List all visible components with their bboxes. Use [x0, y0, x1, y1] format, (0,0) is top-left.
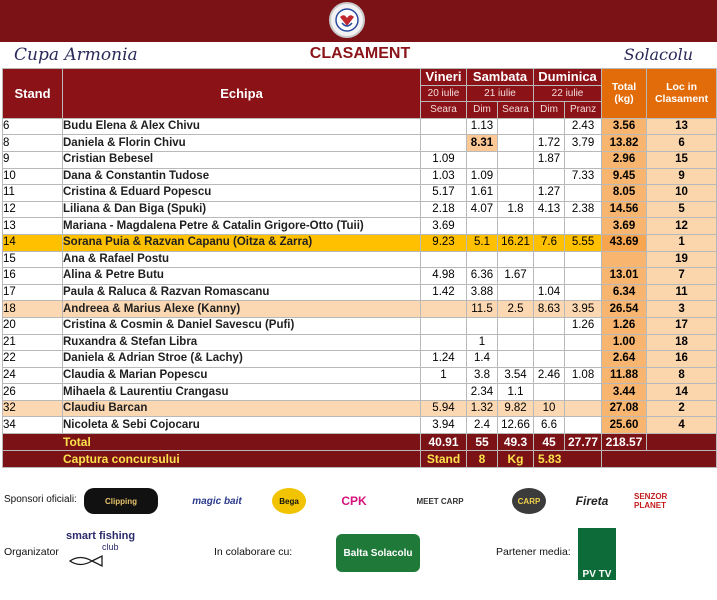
table-cell: 34 — [3, 417, 63, 434]
table-cell — [565, 351, 602, 368]
table-cell: Daniela & Adrian Stroe (& Lachy) — [63, 351, 421, 368]
table-cell: 2.4 — [467, 417, 498, 434]
table-cell: 7.6 — [534, 234, 565, 251]
table-cell — [602, 451, 717, 468]
table-cell: 5 — [647, 201, 717, 218]
table-row — [3, 351, 717, 368]
table-row — [3, 118, 717, 135]
table-cell — [534, 268, 565, 285]
table-cell — [421, 118, 467, 135]
table-row-winner — [3, 234, 717, 251]
totals-row — [3, 434, 717, 451]
table-cell: 1.04 — [534, 284, 565, 301]
table-cell: 2.96 — [602, 151, 647, 168]
table-cell: 2.64 — [602, 351, 647, 368]
table-cell: 2.46 — [534, 367, 565, 384]
sponsor-logo-senzor: SENZOR PLANET — [634, 492, 668, 510]
table-cell: Cristian Bebesel — [63, 151, 421, 168]
table-cell: 13.82 — [602, 135, 647, 152]
table-cell: 4.98 — [421, 268, 467, 285]
sambata-dim: Dim — [467, 102, 498, 119]
table-cell: 5.55 — [565, 234, 602, 251]
sponsor-logo-cpk: CPK — [341, 494, 367, 508]
table-cell: 1.87 — [534, 151, 565, 168]
table-cell: 4.07 — [467, 201, 498, 218]
table-cell — [534, 118, 565, 135]
table-cell: 16 — [647, 351, 717, 368]
table-cell — [467, 251, 498, 268]
table-cell: 1 — [467, 334, 498, 351]
organizer-label: Organizator — [4, 546, 59, 558]
table-cell: 8 — [467, 451, 498, 468]
table-cell: 43.69 — [602, 234, 647, 251]
table-cell: 1.26 — [565, 317, 602, 334]
table-cell: 3.54 — [498, 367, 534, 384]
table-cell — [467, 317, 498, 334]
table-cell — [498, 135, 534, 152]
table-cell: 9.82 — [498, 400, 534, 417]
totals-label: Total — [3, 434, 421, 451]
table-cell — [421, 334, 467, 351]
table-cell: 27.08 — [602, 400, 647, 417]
table-cell: 1.08 — [565, 367, 602, 384]
table-cell: 4 — [647, 417, 717, 434]
duminica-date: 22 iulie — [534, 85, 602, 102]
club-emblem-icon — [329, 2, 365, 38]
table-row — [3, 334, 717, 351]
table-cell: 18 — [647, 334, 717, 351]
table-cell: 11.5 — [467, 301, 498, 318]
table-cell — [565, 218, 602, 235]
table-cell: 14 — [3, 234, 63, 251]
sponsor-logo-meet-carp: MEET CARP — [416, 496, 464, 506]
table-cell: Paula & Raluca & Razvan Romascanu — [63, 284, 421, 301]
table-cell: 3.8 — [467, 367, 498, 384]
table-cell: 13.01 — [602, 268, 647, 285]
footer-strip — [0, 524, 717, 600]
table-row — [3, 151, 717, 168]
table-row — [3, 185, 717, 202]
table-cell — [534, 334, 565, 351]
table-row — [3, 218, 717, 235]
table-cell: 1.26 — [602, 317, 647, 334]
table-row — [3, 251, 717, 268]
col-vineri: Vineri — [421, 69, 467, 86]
table-cell — [534, 168, 565, 185]
table-cell: 6 — [3, 118, 63, 135]
table-cell: 12 — [647, 218, 717, 235]
table-cell: 8 — [647, 367, 717, 384]
table-cell: 27.77 — [565, 434, 602, 451]
table-cell: 1.00 — [602, 334, 647, 351]
table-cell — [498, 151, 534, 168]
table-cell — [534, 384, 565, 401]
table-row — [3, 268, 717, 285]
title-row — [0, 42, 717, 68]
collab-logo: Balta Solacolu — [336, 534, 420, 572]
table-cell — [534, 351, 565, 368]
table-cell: 55 — [467, 434, 498, 451]
table-cell: 26.54 — [602, 301, 647, 318]
table-cell — [421, 317, 467, 334]
table-row-podium — [3, 400, 717, 417]
table-cell: 20 — [3, 317, 63, 334]
table-cell: 11 — [647, 284, 717, 301]
table-cell: 9 — [3, 151, 63, 168]
table-cell: 1.32 — [467, 400, 498, 417]
table-cell: Liliana & Dan Biga (Spuki) — [63, 201, 421, 218]
table-cell: 3.69 — [421, 218, 467, 235]
table-cell — [565, 151, 602, 168]
table-cell: 17 — [3, 284, 63, 301]
table-cell: 1.13 — [467, 118, 498, 135]
table-row — [3, 135, 717, 152]
table-cell: 10 — [534, 400, 565, 417]
table-cell: 16 — [3, 268, 63, 285]
table-cell: Ana & Rafael Postu — [63, 251, 421, 268]
best-catch-cell: 8.31 — [467, 135, 498, 152]
sponsors-strip — [0, 484, 717, 518]
table-cell: 15 — [3, 251, 63, 268]
table-cell: 3 — [647, 301, 717, 318]
table-cell: 218.57 — [602, 434, 647, 451]
table-cell: 5.83 — [534, 451, 602, 468]
table-row — [3, 384, 717, 401]
table-cell: Budu Elena & Alex Chivu — [63, 118, 421, 135]
table-cell: Cristina & Eduard Popescu — [63, 185, 421, 202]
table-cell: 15 — [647, 151, 717, 168]
table-cell — [498, 251, 534, 268]
table-cell: 19 — [647, 251, 717, 268]
collab-label: In colaborare cu: — [214, 546, 293, 558]
table-cell: 1.8 — [498, 201, 534, 218]
table-row-podium — [3, 301, 717, 318]
table-cell — [647, 434, 717, 451]
table-cell: 11 — [3, 185, 63, 202]
table-cell — [421, 135, 467, 152]
col-echipa: Echipa — [63, 69, 421, 119]
table-cell — [565, 251, 602, 268]
table-cell: 1.09 — [467, 168, 498, 185]
table-cell: 11.88 — [602, 367, 647, 384]
page-title: CLASAMENT — [309, 45, 411, 62]
col-loc: Loc in Clasament — [647, 69, 717, 119]
media-label: Partener media: — [496, 546, 571, 558]
table-cell — [534, 218, 565, 235]
col-sambata: Sambata — [467, 69, 534, 86]
table-cell: 40.91 — [421, 434, 467, 451]
table-cell: 6.36 — [467, 268, 498, 285]
table-cell: 3.95 — [565, 301, 602, 318]
table-cell: 9.23 — [421, 234, 467, 251]
table-row — [3, 168, 717, 185]
table-cell: 1 — [421, 367, 467, 384]
table-cell: 3.88 — [467, 284, 498, 301]
table-row — [3, 317, 717, 334]
table-cell: 18 — [3, 301, 63, 318]
table-cell: 1.61 — [467, 185, 498, 202]
table-cell: 2.34 — [467, 384, 498, 401]
table-cell: 6.34 — [602, 284, 647, 301]
table-cell: 10 — [3, 168, 63, 185]
sponsor-logo-bega: Bega — [272, 488, 306, 514]
table-cell: 1.03 — [421, 168, 467, 185]
standings-table — [2, 68, 717, 468]
table-cell: 10 — [647, 185, 717, 202]
duminica-dim: Dim — [534, 102, 565, 119]
table-cell: 1.42 — [421, 284, 467, 301]
table-cell: 5.1 — [467, 234, 498, 251]
table-cell: Kg — [498, 451, 534, 468]
table-cell: Stand — [421, 451, 467, 468]
capture-label: Captura concursului — [3, 451, 421, 468]
table-cell: 1.09 — [421, 151, 467, 168]
col-stand: Stand — [3, 69, 63, 119]
top-banner — [0, 0, 717, 42]
table-cell: 13 — [647, 118, 717, 135]
table-cell — [421, 251, 467, 268]
table-cell: 25.60 — [602, 417, 647, 434]
table-cell — [565, 384, 602, 401]
table-row — [3, 284, 717, 301]
table-cell: 8.63 — [534, 301, 565, 318]
sambata-date: 21 iulie — [467, 85, 534, 102]
table-cell: 2 — [647, 400, 717, 417]
table-cell: Sorana Puia & Razvan Capanu (Oitza & Zarra) — [63, 234, 421, 251]
col-total: Total (kg) — [602, 69, 647, 119]
capture-row — [3, 451, 717, 468]
table-cell: 14 — [647, 384, 717, 401]
table-cell: 12.66 — [498, 417, 534, 434]
organizer-logo: smart fishing club — [66, 530, 146, 570]
table-cell: 49.3 — [498, 434, 534, 451]
table-cell — [498, 317, 534, 334]
table-cell — [534, 317, 565, 334]
table-cell — [467, 151, 498, 168]
table-cell — [565, 268, 602, 285]
col-duminica: Duminica — [534, 69, 602, 86]
table-row — [3, 201, 717, 218]
table-cell — [602, 251, 647, 268]
sponsor-logo-carp: CARP — [512, 488, 546, 514]
table-cell: Claudiu Barcan — [63, 400, 421, 417]
table-cell — [498, 218, 534, 235]
sponsor-logo-clipping: Clipping — [84, 488, 158, 514]
table-cell: 12 — [3, 201, 63, 218]
table-cell: 32 — [3, 400, 63, 417]
table-cell: 17 — [647, 317, 717, 334]
table-cell — [498, 351, 534, 368]
table-cell — [421, 384, 467, 401]
table-cell: Claudia & Marian Popescu — [63, 367, 421, 384]
table-cell — [498, 284, 534, 301]
table-cell: 1.4 — [467, 351, 498, 368]
table-cell: 5.94 — [421, 400, 467, 417]
vineri-date: 20 iulie — [421, 85, 467, 102]
table-cell: Alina & Petre Butu — [63, 268, 421, 285]
duminica-pranz: Pranz — [565, 102, 602, 119]
table-cell: 1.1 — [498, 384, 534, 401]
table-cell: Mihaela & Laurentiu Crangasu — [63, 384, 421, 401]
table-cell: 1.27 — [534, 185, 565, 202]
table-cell: 9 — [647, 168, 717, 185]
table-cell — [565, 185, 602, 202]
table-cell: 24 — [3, 367, 63, 384]
table-cell: 2.43 — [565, 118, 602, 135]
sambata-seara: Seara — [498, 102, 534, 119]
table-cell — [498, 185, 534, 202]
table-cell: 2.5 — [498, 301, 534, 318]
table-cell: 1.72 — [534, 135, 565, 152]
table-cell: 3.56 — [602, 118, 647, 135]
table-cell — [565, 417, 602, 434]
table-row — [3, 417, 717, 434]
table-row — [3, 367, 717, 384]
table-cell — [498, 118, 534, 135]
table-cell: Mariana - Magdalena Petre & Catalin Grigore-Otto (Tuii) — [63, 218, 421, 235]
table-cell: 13 — [3, 218, 63, 235]
table-cell: 1.24 — [421, 351, 467, 368]
fish-icon — [68, 554, 108, 568]
table-cell — [498, 168, 534, 185]
vineri-seara: Seara — [421, 102, 467, 119]
table-cell: 2.18 — [421, 201, 467, 218]
table-cell: 5.17 — [421, 185, 467, 202]
table-cell: Cristina & Cosmin & Daniel Savescu (Pufi) — [63, 317, 421, 334]
table-cell — [498, 334, 534, 351]
table-cell: 2.38 — [565, 201, 602, 218]
table-cell: 7 — [647, 268, 717, 285]
table-cell: 22 — [3, 351, 63, 368]
sponsors-label: Sponsori oficiali: — [4, 494, 77, 505]
table-cell: 6.6 — [534, 417, 565, 434]
table-cell: 3.94 — [421, 417, 467, 434]
table-cell — [421, 301, 467, 318]
sponsor-logo-magic-bait: magic bait — [192, 495, 242, 507]
table-cell — [565, 334, 602, 351]
table-cell: 9.45 — [602, 168, 647, 185]
table-cell: 8 — [3, 135, 63, 152]
table-cell: 8.05 — [602, 185, 647, 202]
table-cell: 6 — [647, 135, 717, 152]
media-logo: PV TV — [578, 528, 616, 580]
table-cell: 3.44 — [602, 384, 647, 401]
table-cell: Andreea & Marius Alexe (Kanny) — [63, 301, 421, 318]
table-cell: 21 — [3, 334, 63, 351]
table-cell: 7.33 — [565, 168, 602, 185]
table-cell — [467, 218, 498, 235]
cupa-title: Cupa Armonia — [14, 45, 138, 65]
sponsor-logo-fireta: Fireta — [575, 494, 609, 508]
table-cell: 26 — [3, 384, 63, 401]
table-cell — [534, 251, 565, 268]
table-cell: 14.56 — [602, 201, 647, 218]
table-cell: 45 — [534, 434, 565, 451]
table-cell: Ruxandra & Stefan Libra — [63, 334, 421, 351]
table-cell: 1 — [647, 234, 717, 251]
table-cell: 3.69 — [602, 218, 647, 235]
table-cell: 1.67 — [498, 268, 534, 285]
table-cell: Dana & Constantin Tudose — [63, 168, 421, 185]
table-cell: 16.21 — [498, 234, 534, 251]
table-cell: Nicoleta & Sebi Cojocaru — [63, 417, 421, 434]
table-cell: Daniela & Florin Chivu — [63, 135, 421, 152]
table-cell: 3.79 — [565, 135, 602, 152]
table-cell: 4.13 — [534, 201, 565, 218]
table-cell — [565, 400, 602, 417]
venue-title: Solacolu — [623, 45, 693, 64]
table-cell — [565, 284, 602, 301]
